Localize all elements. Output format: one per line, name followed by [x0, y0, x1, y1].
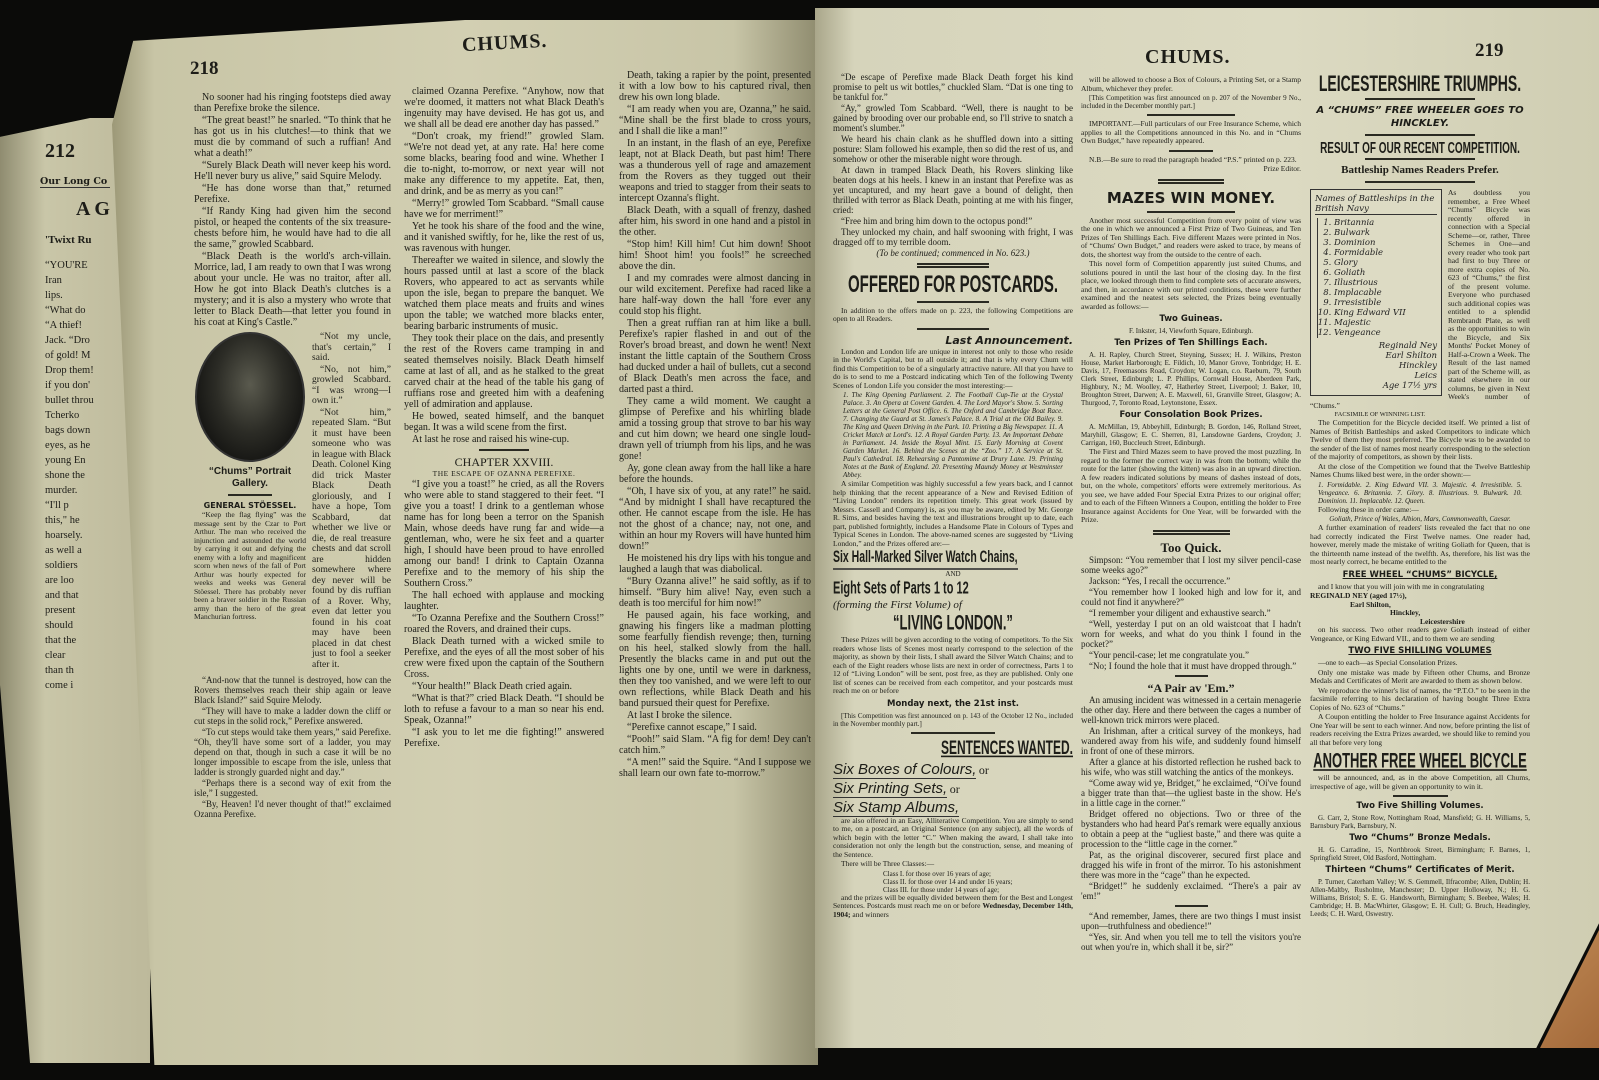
paragraph: At dawn in tramped Black Death, his Rovers slinking like beaten dogs at his heels. I knew in an instant that Perefixe was as yet uncaptured, and my heart gave a bound of delight, then thrilled with terror as Black Death, pointing at me with his finger, cried: — [833, 165, 1073, 215]
class-line: Class I. for those over 16 years of age; — [883, 869, 991, 878]
facsimile-entry: 4. Formidable — [1334, 248, 1437, 258]
back-page-line: are loo — [45, 575, 74, 586]
back-page-line: come i — [45, 680, 74, 691]
paragraph: —one to each—as Special Consolation Prizes. — [1318, 658, 1458, 668]
back-page-line: young En — [45, 455, 86, 466]
body-text: A similar Competition was highly successful a few years back, and I cannot help thinking that the recent appearance of a New and Revised Edition of “Living London” renders its repetition timely. This great work (issued by Messrs. Cassell and Company) is, as you may be aware, edited by Mr. George R. Sims, and besides having the text and illustrations brought up to date, each part, published fortnightly, includes a Handsome Plate in Colours of Types and Typical Scenes in London. The above-named scenes are suggested by “Living London,” and the Prizes offered are:— — [833, 479, 1073, 548]
back-page-line: shone the — [45, 470, 85, 481]
winner-line: Leicestershire — [1420, 616, 1465, 626]
paragraph: “Bridget!” he suddenly exclaimed. “There's a pair av 'em!” — [1081, 880, 1301, 901]
paragraph: An Irishman, after a critical survey of the monkeys, had wandered away from his wife, and suddenly found himself in front of one of these mirrors. — [1081, 725, 1301, 756]
prize-heading: Two “Chums” Bronze Medals. — [1349, 833, 1491, 844]
facsimile-title: Names of Battleships in the British Navy — [1315, 194, 1437, 215]
body-text: and I know that you will join with me in congratulating — [1318, 581, 1485, 591]
another-bicycle-heading: ANOTHER FREE WHEEL BICYCLE — [1313, 748, 1527, 773]
back-page-line-list — [45, 258, 110, 693]
paragraph: An amusing incident was witnessed in a certain menagerie the other day. Here and there between the cages a number of well-known trick mirrors were placed. — [1081, 694, 1301, 725]
body-text: London and London life are unique in interest not only to those who reside in the World's Capital, but to all outside it; and that is why every Chum will find this Competition to be of a singularly attractive nature. All that you have to do is to send to me a Postcard indicating which Ten of the following Twenty Scenes of London Life you consider the most interesting:— — [833, 346, 1073, 390]
back-page-line: Tcherko — [45, 410, 80, 421]
paragraph: The Competition for the Bicycle decided itself. We printed a list of Names of British Battleships and asked Competitors to indicate which Twelve of them they most preferred. The Bicycle was to be awarded to the sender of the list of names most nearly corresponding to the selection of the majority of competitors, as shown by their lists. — [1310, 418, 1530, 462]
heading-pair: “A Pair av 'Em.” — [1147, 680, 1235, 695]
winner-line: Earl Shilton, — [1350, 599, 1391, 609]
prize-parts: Eight Sets of Parts 1 to 12 — [833, 578, 969, 598]
and-label: AND — [945, 569, 961, 578]
paragraph: “And remember, James, there are two things I must insist upon—truthfulness and obedience!” — [1081, 910, 1301, 931]
facsimile-entry: 9. Irresistible — [1334, 298, 1437, 308]
page-219 — [815, 8, 1575, 1048]
paragraph: They unlocked my chain, and half swooning with fright, I was dragged off to my terrible doom. — [833, 227, 1073, 247]
portrait-photo — [195, 332, 305, 462]
paragraph: “I am ready when you are, Ozanna,” he said. “Mine shall be the first blade to cross yours, and I shall die like a man!” — [619, 104, 811, 137]
paragraph: “Perhaps there is a second way of exit from the isle,” I suggested. — [194, 778, 391, 798]
paragraph: He bowed, seated himself, and the banquet began. It was a wild scene from the first. — [404, 411, 604, 433]
column-1 — [833, 72, 1073, 920]
paragraph: “And-now that the tunnel is destroyed, how can the Rovers themselves reach their ship again or leave Black Island?” said Squire Melody. — [194, 675, 391, 705]
body-text: A further examination of readers' lists revealed the fact that no one had correctly indicated the First Twelve names. One reader had, however, merely made the mistake of writing Goliath for Queen, that is the thirteenth name instead of the twelfth. As, therefore, his list was the most nearly correct, he became entitled to the — [1310, 523, 1530, 567]
facsimile-signature: Reginald Ney — [1378, 341, 1437, 352]
paragraph: We heard his chain clank as he shuffled down into a sitting posture: Slam followed his example, then so did the rest of us, and somehow or other the miserable night wore through. — [833, 134, 1073, 164]
prize-editor: Prize Editor. — [1263, 164, 1301, 173]
prize-item: Six Boxes of Colours, — [833, 760, 977, 778]
paragraph: “Your pencil-case; let me congratulate you.” — [1089, 649, 1250, 660]
body-text: will be allowed to choose a Box of Colours, a Printing Set, or a Stamp Album, whichever they prefer. — [1081, 75, 1301, 93]
body-text: will be announced, and, as in the above Competition, all Chums, irrespective of age, will be given an opportunity to win it. — [1310, 773, 1530, 791]
winner-list: F. Inkster, 14, Viewforth Square, Edinburgh. — [1128, 327, 1254, 335]
body-text: These Prizes will be given according to the voting of competitors. To the Six readers whose lists of Scenes most nearly correspond to the selection of the majority, as shown by their lists, I shall award the Silver Watch Chains; and to each of the Eight readers whose lists are next in order of correctness, Parts 1 to 12 of “Living London” will be sent, post free, as they are published. Only one list of scenes can be received from each competitor, and your postcards must reach me on or before — [833, 635, 1073, 696]
paragraph: “No; I found the hole that it must have dropped through.” — [1089, 660, 1297, 671]
paragraph: “You remember how I looked high and low for it, and could not find it anywhere?” — [1081, 586, 1301, 607]
facsimile-entry: 1. Britannia — [1334, 218, 1437, 228]
paragraph: Yet he took his share of the food and the wine, and it vanished swiftly, for he, like the rest of us, was ravenous with hunger. — [404, 221, 604, 254]
facsimile-signature: Leics — [1414, 371, 1437, 382]
paragraph: “I give you a toast!” he cried, as all the Rovers who were able to stand staggered to their feet. “I give you a toast! I drink to a gentleman whose name has for long been a terror on the Spanish Main, whose deeds have rung far and wide—a gentleman, who, were he six feet and a quarter high, I should have been proud to have enrolled among our band! I drink to Captain Ozanna Perefixe and to the memory of his ship the Southern Cross.” — [404, 479, 604, 589]
paragraph: “Come away wid ye, Bridget,” he exclaimed, “Oi've found a bigger trate than that—the ugliest baste in the show. He's in a little cage in the corner.” — [1081, 777, 1301, 808]
heading-leicestershire: LEICESTERSHIRE TRIUMPHS. — [1318, 70, 1522, 96]
back-page-line: bags down — [45, 425, 91, 436]
paragraph: This novel form of Competition apparently just suited Chums, and solutions poured in until the last hour of the closing day. In the first place, we looked through them to find complete sets of accurate answers, and then, in accordance with our printed conditions, these were further examined and the neatest sets selected, the Prizes being eventually awarded as follows:— — [1081, 259, 1301, 311]
prize-heading: Two Five Shilling Volumes. — [1356, 801, 1484, 812]
facsimile-signature: Hinckley — [1398, 361, 1437, 372]
last-announcement: Last Announcement. — [945, 333, 1073, 347]
body-text: Following these in order came:— — [1318, 504, 1419, 514]
paragraph: In an instant, in the flash of an eye, Perefixe leapt, not at Black Death, but past him! There was a thunderous yell of rage and amazement from the Rovers as they tugged out their weapons and tried to stagger from their seats to intercept Ozanna's flight. — [619, 138, 811, 204]
column-1-bottom — [194, 675, 391, 819]
announced-note: [This Competition was first announced on p. 207 of the November 9 No., included in the December monthly part.] — [1081, 94, 1301, 110]
or-label: or — [949, 781, 960, 796]
back-page-line: soldiers — [45, 560, 78, 571]
winner-line: Hinckley, — [1390, 608, 1421, 618]
heading-mazes: MAZES WIN MONEY. — [1106, 188, 1276, 207]
paragraph-list — [1081, 217, 1301, 312]
chapter-title: THE ESCAPE OF OZANNA PEREFIXE. — [432, 469, 576, 478]
paragraph: Black Death turned with a wicked smile to Perefixe, and the eyes of all the most sober of his crew were fixed upon the captain of the Southern Cross. — [404, 636, 604, 680]
alliterative-prizes — [833, 760, 1073, 817]
paragraph: Thereafter we waited in silence, and slowly the hours passed until at last a score of the black Rovers, who appeared to act as servants while upon the isle, began to prepare the banquet. We watched them place meats and fruits and wines upon the table; we watched more blacks enter, bearing barbaric instruments of music. — [404, 255, 604, 332]
paragraph: “De escape of Perefixe made Black Death forget his kind promise to pelt us wit bottles,” chuckled Slam. “Dat is one ting to be tankful for.” — [833, 72, 1073, 102]
paragraph: “They will have to make a ladder down the cliff or cut steps in the solid rock,” Perefixe answered. — [194, 706, 391, 726]
portrait-row — [194, 332, 391, 671]
body-text: are also offered in an Easy, Alliterative Competition. You are simply to send to me, on a postcard, an Original Sentence (on any subject), all the words of which begin with the letter “C.” When making the award, I shall take into consideration not only the length but the construction, sense, and meaning of the Sentence. — [833, 815, 1073, 859]
or-label: or — [978, 762, 989, 777]
column-1-side — [312, 332, 391, 671]
paragraph-list — [1081, 695, 1301, 901]
running-head: CHUMS. — [461, 29, 548, 57]
continued-note: (To be continued; commenced in No. 623.) — [876, 248, 1030, 258]
paragraph: They took their place on the dais, and presently the rest of the Rovers came tramping in and seated themselves noisily. Black Death himself came at last of all, and as he stalked to the great carved chair at the head of the table his gang of ruffians rose and greeted him with a deafening yell of admiration and applause. — [404, 333, 604, 410]
prize-heading: Two Guineas. — [1159, 314, 1223, 324]
section-header: Our Long Co — [40, 176, 110, 188]
paragraph-list — [404, 86, 604, 445]
paragraph: He moistened his dry lips with his tongue and laughed a laugh that was diabolical. — [619, 553, 811, 575]
prize-heading: Four Consolation Book Prizes. — [1119, 410, 1263, 420]
paragraph: “He has done worse than that,” returned Perefixe. — [194, 183, 391, 205]
back-page-line: Iran — [45, 275, 62, 286]
paragraph: “No, not him,” growled Scabbard. “I was wrong—I own it.” — [312, 364, 391, 406]
paragraph: “Perefixe cannot escape,” I said. — [627, 722, 757, 733]
body-text: on his success. Two other readers gave Goliath instead of either Vengeance, or King Edward VII., and to them we are sending — [1310, 625, 1530, 643]
back-page-line: “I'll p — [45, 500, 69, 511]
paragraph-list — [1081, 555, 1301, 671]
paragraph: “By, Heaven! I'd never thought of that!” exclaimed Ozanna Perefixe. — [194, 799, 391, 819]
back-page-line: Jack. “Dro — [45, 335, 90, 346]
paragraph: They came a wild moment. We caught a glimpse of Perefixe and his whirling blade amid a tossing group that strove to bar his way and cut him down; we heard one single loud-drawn yell of triumph from his lips, and he was gone! — [619, 396, 811, 462]
facsimile-entry: 3. Dominion — [1334, 238, 1437, 248]
prize-watch-chains: Six Hall-Marked Silver Watch Chains, — [833, 549, 1018, 569]
portrait-bio: “Keep the flag flying” was the message sent by the Czar to Port Arthur. The man who received the injunction and astounded the world by carrying it out and defying the enemy with a lofty and magnificent scorn when news of the fall of Port Arthur was hourly expected for weeks and weeks was General Stöessel. There has probably never been a braver soldier in the Russian army than the hero of the great Manchurian fortress. — [194, 510, 306, 621]
paragraph: Death, taking a rapier by the point, presented it with a low bow to his captured rival, then drew his own long blade. — [619, 70, 811, 103]
paragraph-list — [1310, 659, 1530, 747]
paragraph: “Surely Black Death will never keep his word. He'll never bury us alive,” said Squire Melody. — [194, 160, 391, 182]
class-line-list — [833, 870, 1073, 894]
class-line: Class III. for those under 14 years of age; — [883, 885, 1000, 894]
important-note: IMPORTANT.—Full particulars of our Free Insurance Scheme, which applies to all the Competitions announced in this No. and in “Chums Own Budget,” have repeatedly appeared. — [1081, 119, 1301, 145]
prize-heading: Ten Prizes of Ten Shillings Each. — [1114, 338, 1268, 348]
paragraph: “Pooh!” said Slam. “A fig for dem! Dey can't catch him.” — [619, 734, 811, 756]
back-page-line: this," he — [45, 515, 80, 526]
back-page-line: eyes, as he — [45, 440, 91, 451]
facsimile-entry: 6. Goliath — [1334, 268, 1437, 278]
paragraph: “Stop him! Kill him! Cut him down! Shoot him! Shoot him! you fools!” he screeched above the din. — [619, 239, 811, 272]
column-3 — [619, 70, 811, 780]
back-page-line: clear — [45, 650, 66, 661]
winner-list: P. Turner, Caterham Valley; W. S. Gemmell, Ilfracombe; Allen, Dublin; H. Allen-Maltby, Rusholme, Manchester; D. Upper Holloway, N.; H. G. Williams, Bristol; S. E. G. Handsworth, Birmingham; S. Beebee, Wales; H. Cambridge; H. B. MacWhirter, Glasgow; E. H. Cull; G. Bruch, Headingley, Leeds; C. H. Ward, Oswestry. — [1310, 878, 1530, 919]
paragraph: “Your health!” Black Death cried again. — [412, 681, 573, 692]
paragraph: A Coupon entitling the holder to Free Insurance against Accidents for One Year will be sent to each winner. And now, before printing the list of readers receiving the Extra Prizes awarded, we should like to remind you all that before very long — [1310, 712, 1530, 747]
paragraph: Simpson: “You remember that I lost my silver pencil-case some weeks ago?” — [1081, 554, 1301, 575]
column-3 — [1310, 72, 1530, 919]
paragraph: Only one mistake was made by Fifteen other Chums, and Bronze Medals and Certificates of Merit are awarded to them as shown below. — [1310, 667, 1530, 686]
facsimile-entry: 12. Vengeance — [1334, 328, 1437, 338]
paragraph: The hall echoed with applause and mocking laughter. — [404, 590, 604, 612]
paragraph: At the close of the Competition we found that the Twelve Battleship Names Chums liked best were, in the order shown:— — [1310, 461, 1530, 480]
paragraph: claimed Ozanna Perefixe. “Anyhow, now that we're doomed, it matters not what Black Death's ingenuity may have devised. He has got us, and we shall all be dead ere another day has passed.” — [404, 86, 604, 130]
paragraph: “Not him,” repeated Slam. “But it must have been someone who was in league with Black Death. Colonel King did trick Master Black Death gloriously, and I have a hope, Tom Scabbard, dat whether we live or die, de real treasure chests and dat scroll are hidden somewhere where dey never will be found by dis ruffian of a Rover. Why, even dat letter you found in his coat may have been placed in dat chest just to fool a seeker after it. — [312, 407, 391, 670]
portrait-name: GENERAL STÖESSEL. — [203, 501, 297, 510]
back-page-line: “What do — [45, 305, 86, 316]
back-page-line: “YOU'RE — [45, 260, 88, 271]
facsimile-signature-list — [1315, 341, 1437, 391]
body-text: As doubtless you remember, a Free Wheel “Chums” Bicycle was recently offered in connection with a Special Scheme—or, rather, Three Schemes in One—and every reader who took part had first to buy Three or more extra copies of No. 623 of “Chums,” the first of the present volume. Everyone who purchased such additional copies was entitled to a splendid Rembrandt Plate, as well as the opportunities to win the Bicycle, and Six Months' Pocket Money of Half-a-Crown a Week. The Result of the last named part of the Scheme will, as stated elsewhere in our columns, be given in Next Week's number of “Chums.” — [1310, 188, 1530, 410]
heading-too-quick: Too Quick. — [1160, 539, 1222, 555]
facsimile-winning-list — [1310, 189, 1442, 396]
chapter-number: CHAPTER XXVIII. — [454, 455, 554, 469]
closing-date: Wednesday, December 14th, 1904; — [833, 901, 1074, 919]
body-text: and winners — [852, 909, 889, 919]
paragraph: “Bury Ozanna alive!” he said softly, as if to himself. “Bury him alive! Nay, even such a death is too merciful for him now!” — [619, 576, 811, 609]
paragraph: We reproduce the winner's list of names, the “P.T.O.” to be seen in the facsimile referring to his declaration of having bought Three Extra Copies of No. 623 of “Chums.” — [1310, 685, 1530, 712]
page-218 — [112, 20, 818, 1065]
nb-note: N.B.—Be sure to read the paragraph headed “P.S.” printed on p. 223. — [1089, 154, 1297, 164]
portrait-block — [194, 332, 306, 671]
paragraph: “Well, yesterday I put on an old waistcoat that I hadn't worn for weeks, and what do you think I found in the pocket?” — [1081, 618, 1301, 649]
portrait-caption: “Chums” Portrait Gallery. — [208, 466, 292, 489]
paragraph: Ay, gone clean away from the hall like a hare before the hounds. — [619, 463, 811, 485]
running-head: CHUMS. — [1145, 46, 1231, 68]
twelve-names: 1. Formidable. 2. King Edward VII. 3. Majestic. 4. Irresistible. 5. Vengeance. 6. Britannia. 7. Glory. 8. Illustrious. 9. Bulwark. 10. Dominion. 11. Implacable. 12. Queen. — [1318, 480, 1522, 505]
heading-offered-postcards: OFFERED FOR POSTCARDS. — [847, 271, 1058, 299]
prize-item: Six Printing Sets, — [833, 779, 948, 797]
back-page-line: should — [45, 620, 74, 631]
paragraph: “If Randy King had given him the second pistol, or heaped the contents of the six treasure-chests before him, he would have had to die all the same,” growled Scabbard. — [194, 206, 391, 250]
paragraph-list — [404, 479, 604, 749]
article-title: A G — [76, 198, 110, 220]
prize-heading: Thirteen “Chums” Certificates of Merit. — [1325, 865, 1515, 876]
winner-list: H. G. Carradine, 15, Northbrook Street, Birmingham; F. Barnes, 1, Springfield Street, Old Basford, Nottingham. — [1310, 846, 1530, 863]
paragraph: “The great beast!” he snarled. “To think that he has got us in his clutches!—to think that we must die by command of such a ruffian! And what a death!” — [194, 115, 391, 159]
back-page-line: murder. — [45, 485, 78, 496]
paragraph: Bridget offered no objections. Two or three of the bystanders who had heard Pat's remark were equally anxious to obtain a peep at the “ugliest baste,” and there was quite a procession to the “little cage in the corner.” — [1081, 808, 1301, 849]
back-page-line: “A thief! — [45, 320, 83, 331]
paragraph: “Free him and bring him down to the octopus pond!” — [841, 216, 1033, 226]
following-names: Goliath, Prince of Wales, Albion, Mars, Commonwealth, Caesar. — [1329, 515, 1511, 524]
page-number: 212 — [45, 140, 75, 162]
deadline: Monday next, the 21st inst. — [886, 698, 1020, 709]
paragraph: “A men!” said the Squire. “And I suppose we shall learn our own fate to-morrow.” — [619, 757, 811, 779]
back-page-line: Drop them! — [45, 365, 94, 376]
back-page-line: present — [45, 605, 76, 616]
back-page-line: bullet throu — [45, 395, 94, 406]
paragraph: “Yes, sir. And when you tell me to tell the visitors you're out when you're in, which shall it be, sir?” — [1081, 931, 1301, 952]
paragraph: I and my comrades were almost dancing in our wild excitement. Perefixe had raced like a hare half-way down the hall 'fore ever any could stop his flight. — [619, 273, 811, 317]
paragraph-list — [833, 72, 1073, 247]
paragraph: At last I broke the silence. — [627, 710, 732, 721]
back-page-line: lips. — [45, 290, 63, 301]
back-page-line: and that — [45, 590, 79, 601]
winner-list: A. McMillan, 19, Abbeyhill, Edinburgh; B. Gordon, 146, Rolland Street, Maryhill, Glasgow; E. C. Sherren, 81, Lansdowne Gardens, Croydon; J. Carrigan, 160, Buccleuch Street, Edinburgh. — [1081, 423, 1301, 447]
body-text: and the prizes will be equally divided between them for the Best and Longest Sentences. Postcards must reach me on or before — [833, 892, 1073, 911]
facsimile-caption: FACSIMILE OF WINNING LIST. — [1334, 411, 1426, 419]
underlying-page-212 — [0, 118, 112, 1063]
paragraph: “Ay,” growled Tom Scabbard. “Well, there is naught to be gained by brooding over our probable end, so I'll strive to snatch a moment's slumber.” — [833, 103, 1073, 133]
paragraph: After a glance at his distorted reflection he rushed back to his wife, who was still watching the antics of the monkeys. — [1081, 756, 1301, 777]
back-page-line: as well a — [45, 545, 82, 556]
paragraph: “Don't croak, my friend!” growled Slam. “We're not dead yet, at any rate. Ha! here come some blacks, bearing food and wine. Whether I die to-night, to-morrow, or next year will not make any difference to my appetite. Eat, then, and drink, and be as merry as you can!” — [404, 131, 604, 197]
paragraph: “Black Death is the world's arch-villain. Morrice, lad, I am ready to own that I was wrong about your uncle. He was no traitor, after all. How he got into Black Death's clutches is a mystery; and it is also a mystery who wrote that letter to Black Death—that letter you found in his coat at King's Castle.” — [194, 251, 391, 328]
column-2 — [1081, 76, 1301, 953]
forming-text: (forming the First Volume) of — [833, 599, 962, 612]
column-2 — [404, 86, 604, 750]
facsimile-entry: 5. Glory — [1334, 258, 1437, 268]
facsimile-entry: 8. Implacable — [1334, 288, 1437, 298]
living-london-title: “LIVING LONDON.” — [893, 610, 1013, 635]
paragraph: He paused again, his face working, and gnawing his fingers like a madman plotting some fearfully fiendish revenge; then, turning on his heel, stalked slowly from the hall. Presently the blacks came in and put out the lights one by one, until we were in darkness, then they too vanished, and we were left to our own reflections, while Black Death and his band pursued their quest for Perefixe. — [619, 610, 811, 709]
battleship-heading: Battleship Names Readers Prefer. — [1341, 164, 1499, 177]
facsimile-entry: 11. Majestic — [1334, 318, 1437, 328]
paragraph-list — [619, 70, 811, 779]
paragraph: Jackson: “Yes, I recall the occurrence.” — [1089, 575, 1231, 586]
paragraph: “I ask you to let me die fighting!” answered Perefixe. — [404, 727, 604, 749]
scenes-list: 1. The King Opening Parliament. 2. The Football Cup-Tie at the Crystal Palace. 3. An Opera at Covent Garden. 4. The Lord Mayor's Show. 5. Sorting Letters at the General Post Office. 6. The Oxford and Cambridge Boat Race. 7. Changing the Guard at St. James's Palace. 8. A Trial at the Old Bailey. 9. The King and Queen Driving in the Park. 10. Printing a Big Newspaper. 11. A Cricket Match at Lord's. 12. A Royal Garden Party. 13. An Important Debate in Parliament. 14. Inside the Royal Mint. 15. Early Morning at Covent Garden Market. 16. Behind the Scenes at the “Zoo.” 17. A Service at St. Paul's Cathedral. 18. Rehearsing a Pantomime at Drury Lane. 19. Printing Notes at the Bank of England. 20. Presenting Maundy Money at Westminster Abbey. — [843, 391, 1063, 480]
paragraph: At last he rose and raised his wine-cup. — [412, 434, 570, 445]
paragraph: “What is that?” cried Black Death. “I should be loth to refuse a favour to a man so near his end. Speak, Ozanna!” — [404, 693, 604, 726]
winner-list: G. Carr, 2, Stone Row, Nottingham Road, Mansfield; G. H. Williams, 5, Barnsbury Park, Barnsbury, N. — [1310, 814, 1530, 831]
paragraph: Then a great ruffian ran at him like a bull. Perefixe's rapier flashed in and out of the Rover's broad breast, and down he went! Next instant the little captain of the Southern Cross had ducked under a hail of bullets, cut a second of Black Death's men across the face, and darted past a third. — [619, 318, 811, 395]
paragraph: Pat, as the original discoverer, secured first place and dragged his wife in front of the mirror. To his astonishment there was more in the “cage” than he expected. — [1081, 849, 1301, 880]
paragraph: No sooner had his ringing footsteps died away than Perefixe broke the silence. — [194, 92, 391, 114]
facsimile-signature: Age 17½ yrs — [1382, 381, 1437, 392]
paragraph: “Merry!” growled Tom Scabbard. “Small cause have we for merriment!” — [404, 198, 604, 220]
body-text: The First and Third Mazes seem to have proved the most puzzling. In regard to the former the correct way in was from the bottom; while the route for the latter (showing the kitten) was also in an upward direction. A few readers indicated solutions by means of dashes instead of dots, but, on the whole, competitors' efforts were extremely meritorious. As you see, we have added Four Special Extra Prizes to our original offer; and to each of the Fifteen Winners a Coupon, entitling the holder to Free Insurance against Accidents for One Year, will be forwarded with the Prize. — [1081, 447, 1301, 524]
intro-text: In addition to the offers made on p. 223, the following Competitions are open to all Readers. — [833, 305, 1073, 324]
page-number: 218 — [190, 58, 219, 79]
column-1 — [194, 92, 391, 820]
facsimile-entry: 10. King Edward VII — [1334, 308, 1437, 318]
page-number: 219 — [1475, 40, 1504, 61]
facsimile-signature: Earl Shilton — [1385, 351, 1437, 362]
two-five-heading: TWO FIVE SHILLING VOLUMES — [1348, 646, 1492, 657]
paragraph: “I remember your diligent and exhaustive search.” — [1089, 607, 1271, 618]
back-page-line: of gold! M — [45, 350, 91, 361]
winner-name: REGINALD NEY (aged 17½), — [1310, 591, 1407, 601]
back-page-line: hoarsely. — [45, 530, 83, 541]
prize-item: Six Stamp Albums, — [833, 798, 960, 816]
winner-list: A. H. Rapley, Church Street, Steyning, Sussex; H. J. Wilkins, Preston House, Market Harborough; E. Fildich, 10, Manor Grove, Tonbridge; H. E. Davis, 17, Freemasons Road, Croydon; W. Logan, c.o. Raeburn, 79, South Clerk Street, Edinburgh; L. P. Phillips, Cornwall House, Aberdeen Park, Highbury, N.; M. Woolley, 47, Hatherley Street, Liverpool; J. Baker, 10, Broughton Street, Darwen; A. E. Maxwell, 61, Granville Street, Glasgow; A. Thurgood, 7, Toronto Road, Leytonstone, Essex. — [1081, 351, 1301, 407]
paragraph: “Not my uncle, that's certain,” I said. — [312, 332, 391, 363]
facsimile-entry: 7. Illustrious — [1334, 278, 1437, 288]
paragraph: Another most successful Competition from every point of view was the one in which we announced a First Prize of Two Guineas, and Ten Prizes of Ten Shillings Each. Five different Mazes were printed in Nos. of “Chums' Own Budget,” and readers were asked to trace, by means of dots, the shortest way from the outside to the centre of each. — [1081, 215, 1301, 259]
back-page-line: if you don' — [45, 380, 91, 391]
paragraph: “To cut steps would take them years,” said Perefixe. “Oh, they'll have some sort of a ladder, you may depend on that, though in such a case it will be no longer impossible to escape from the isle, unless that ladder is strongly guarded night and day.” — [194, 727, 391, 777]
paragraph-list — [1081, 911, 1301, 952]
paragraph-list — [1310, 419, 1530, 480]
subheading: A “CHUMS” FREE WHEELER GOES TO HINCKLEY. — [1316, 104, 1524, 129]
facsimile-entry: 2. Bulwark — [1334, 228, 1437, 238]
heading-sentences-wanted: SENTENCES WANTED. — [940, 735, 1073, 759]
class-line: Class II. for those over 14 and under 16 years; — [883, 877, 1013, 886]
classes-intro: There will be Three Classes:— — [841, 859, 935, 869]
facsimile-entry-list — [1317, 218, 1437, 338]
back-page-line: that the — [45, 635, 77, 646]
free-wheel-heading: FREE WHEEL “CHUMS” BICYCLE, — [1342, 569, 1498, 580]
paragraph-list — [194, 92, 391, 328]
announced-note: [This Competition was first announced on p. 143 of the October 12 No., included in the November monthly part.] — [833, 711, 1073, 728]
paragraph: “To Ozanna Perefixe and the Southern Cross!” roared the Rovers, and drained their cups. — [404, 613, 604, 635]
article-subtitle: 'Twixt Ru — [45, 234, 92, 246]
back-page-line: than th — [45, 665, 74, 676]
paragraph: Black Death, with a squall of frenzy, dashed after him, his sword in one hand and a pistol in the other. — [619, 205, 811, 238]
winner-address — [1310, 592, 1530, 626]
paragraph: “Oh, I have six of you, at any rate!” he said. “And by midnight I shall have recaptured the other. He cannot escape from the isle. He has not the ghost of a chance; nay, not one, and within an hour my Rovers will have hunted him down!” — [619, 486, 811, 552]
result-heading: RESULT OF OUR RECENT COMPETITION. — [1320, 139, 1520, 158]
